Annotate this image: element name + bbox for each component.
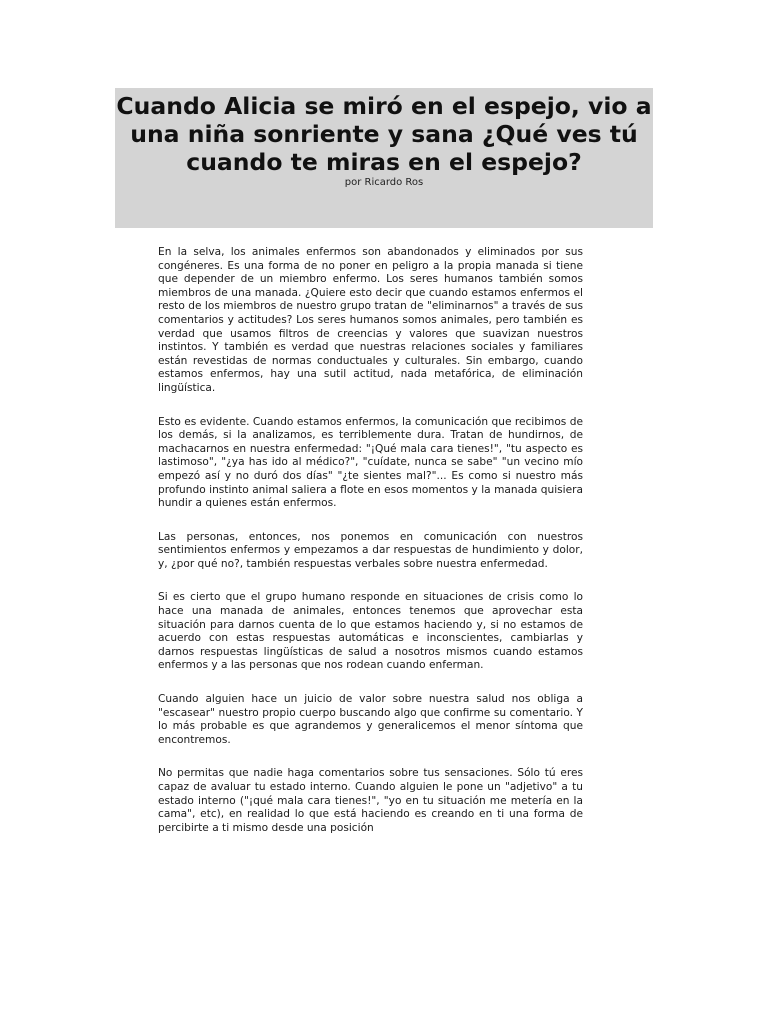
paragraph: No permitas que nadie haga comentarios sobre tus sensaciones. Sólo tú eres capaz de avaluar tu estado interno. Cuando alguien le pone un "adjetivo" a tu estado interno ("¡qué mala cara tienes!", "yo en tu situación me metería en la cama", etc), en realidad lo que está haciendo es creando en ti una forma de percibirte a ti mismo desde una posición [158, 767, 583, 834]
article-header [115, 88, 653, 228]
article-byline: por Ricardo Ros [344, 177, 424, 188]
article-body [158, 246, 583, 855]
paragraph: Esto es evidente. Cuando estamos enfermos, la comunicación que recibimos de los demás, si la analizamos, es terriblemente dura. Tratan de hundirnos, de machacarnos en nuestra enfermedad: "¡Qué mala cara tienes!", "tu aspecto es lastimoso", "¿ya has ido al médico?", "cuídate, nunca se sabe" "un vecino mío empezó así y no duró dos días" "¿te sientes mal?"... Es como si nuestro más profundo instinto animal saliera a flote en esos momentos y la manada quisiera hundir a quienes están enfermos. [158, 415, 583, 510]
paragraph: Cuando alguien hace un juicio de valor sobre nuestra salud nos obliga a "escasear" nuestro propio cuerpo buscando algo que confirme su comentario. Y lo más probable es que agrandemos y generalicemos el menor síntoma que encontremos. [158, 693, 583, 746]
article-title: Cuando Alicia se miró en el espejo, vio a una niña sonriente y sana ¿Qué ves tú cuando te miras en el espejo? [116, 92, 652, 176]
paragraph: Si es cierto que el grupo humano responde en situaciones de crisis como lo hace una manada de animales, entonces tenemos que aprovechar esta situación para darnos cuenta de lo que estamos haciendo y, si no estamos de acuerdo con estas respuestas automáticas e inconscientes, cambiarlas y darnos respuestas lingüísticas de salud a nosotros mismos cuando estamos enfermos y a las personas que nos rodean cuando enferman. [158, 591, 583, 672]
paragraph: En la selva, los animales enfermos son abandonados y eliminados por sus congéneres. Es una forma de no poner en peligro a la propia manada si tiene que depender de un miembro enfermo. Los seres humanos también somos miembros de una manada. ¿Quiere esto decir que cuando estamos enfermos el resto de los miembros de nuestro grupo tratan de "eliminarnos" a través de sus comentarios y actitudes? Los seres humanos somos animales, pero también es verdad que usamos filtros de creencias y valores que suavizan nuestros instintos. Y también es verdad que nuestras relaciones sociales y familiares están revestidas de normas conductuales y culturales. Sin embargo, cuando estamos enfermos, hay una sutil actitud, nada metafórica, de eliminación lingüística. [158, 246, 583, 394]
paragraph: Las personas, entonces, nos ponemos en comunicación con nuestros sentimientos enfermos y empezamos a dar respuestas de hundimiento y dolor, y, ¿por qué no?, también respuestas verbales sobre nuestra enfermedad. [158, 530, 583, 570]
